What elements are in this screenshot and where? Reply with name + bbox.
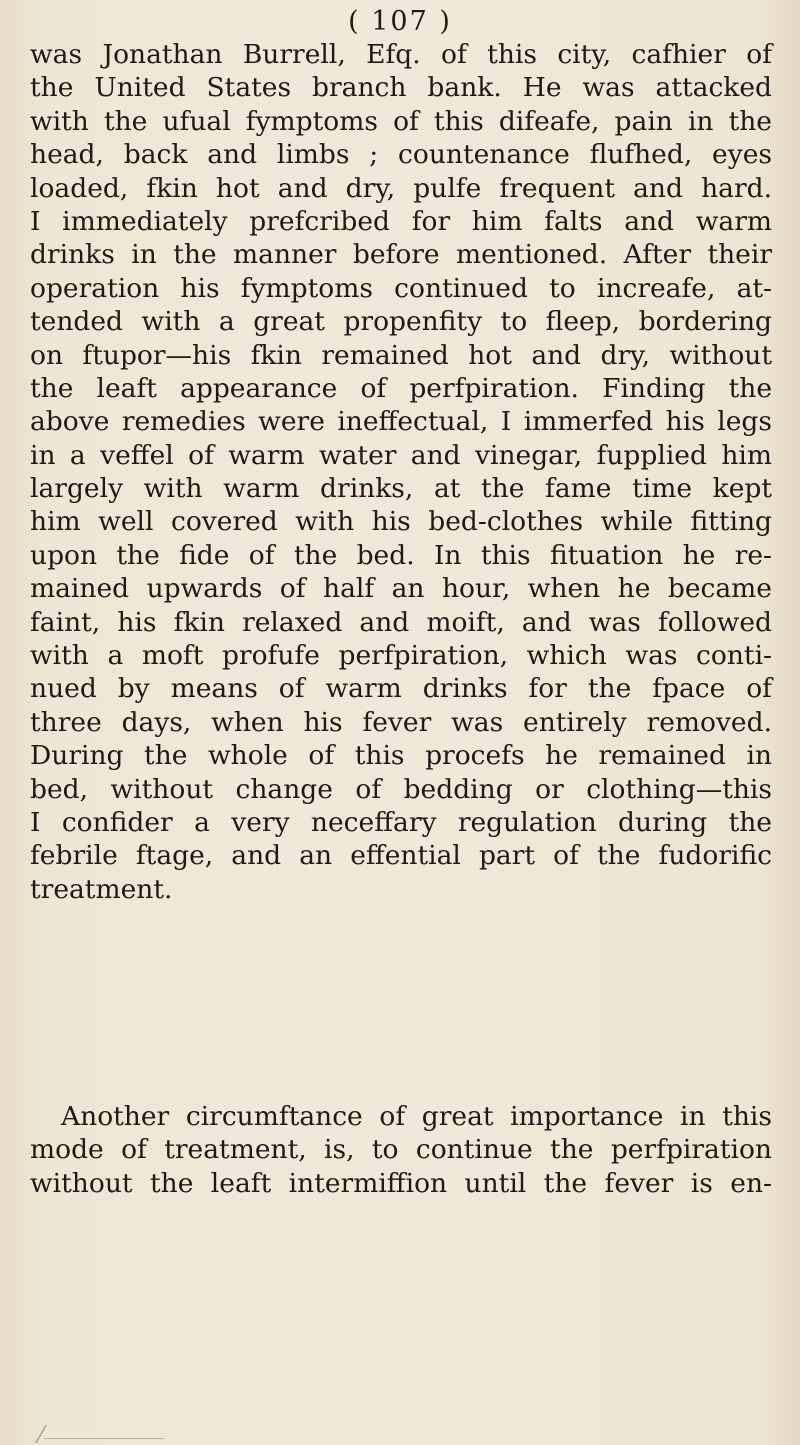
text-line: bed, without change of bedding or clothing—this <box>30 773 772 805</box>
text-line: drinks in the manner before mentioned. After their <box>30 239 772 271</box>
text-line: During the whole of this procefs he remained in <box>30 740 772 772</box>
ink-mark <box>35 1425 53 1443</box>
text-line: him well covered with his bed-clothes while fitting <box>30 506 772 538</box>
text-line: I confider a very neceffary regulation during the <box>30 806 772 838</box>
text-line: with the ufual fymptoms of this difeafe, pain in the <box>30 105 772 137</box>
text-line: treatment. <box>30 873 173 905</box>
text-line: the leaft appearance of perfpiration. Finding the <box>30 372 772 404</box>
text-line: mode of treatment, is, to continue the perfpiration <box>30 1134 772 1166</box>
text-line: I immediately prefcribed for him falts and warm <box>30 205 772 237</box>
paragraph-2 <box>30 1100 772 1200</box>
text-line: in a veffel of warm water and vinegar, fupplied him <box>30 439 772 471</box>
text-line: upon the fide of the bed. In this fituation he re- <box>30 539 772 571</box>
text-line: Another circumftance of great importance in this <box>61 1101 772 1132</box>
text-line: head, back and limbs ; countenance flufhed, eyes <box>30 139 772 171</box>
text-line: above remedies were ineffectual, I immerfed his legs <box>30 406 772 438</box>
text-line: nued by means of warm drinks for the fpace of <box>30 673 772 705</box>
text-line: faint, his fkin relaxed and moift, and was followed <box>30 606 772 638</box>
text-line: largely with warm drinks, at the fame time kept <box>30 473 772 505</box>
text-line: was Jonathan Burrell, Efq. of this city, cafhier of <box>30 39 772 70</box>
page-edge-mark <box>44 1438 164 1439</box>
text-line: loaded, fkin hot and dry, pulfe frequent and hard. <box>30 172 772 204</box>
text-line: operation his fymptoms continued to increafe, at- <box>30 272 772 304</box>
text-line: febrile ftage, and an effential part of the fudorific <box>30 840 772 872</box>
text-line: with a moft profufe perfpiration, which was conti- <box>30 640 772 672</box>
text-line: on ftupor—his fkin remained hot and dry, without <box>30 339 772 371</box>
paragraph-1 <box>30 38 772 906</box>
text-line: mained upwards of half an hour, when he became <box>30 573 772 605</box>
page-number: ( 107 ) <box>348 6 452 37</box>
text-line: tended with a great propenfity to fleep, bordering <box>30 306 772 338</box>
text-line: without the leaft intermiffion until the fever is en- <box>30 1167 772 1199</box>
text-line: the United States branch bank. He was attacked <box>30 72 772 104</box>
text-line: three days, when his fever was entirely removed. <box>30 706 772 738</box>
